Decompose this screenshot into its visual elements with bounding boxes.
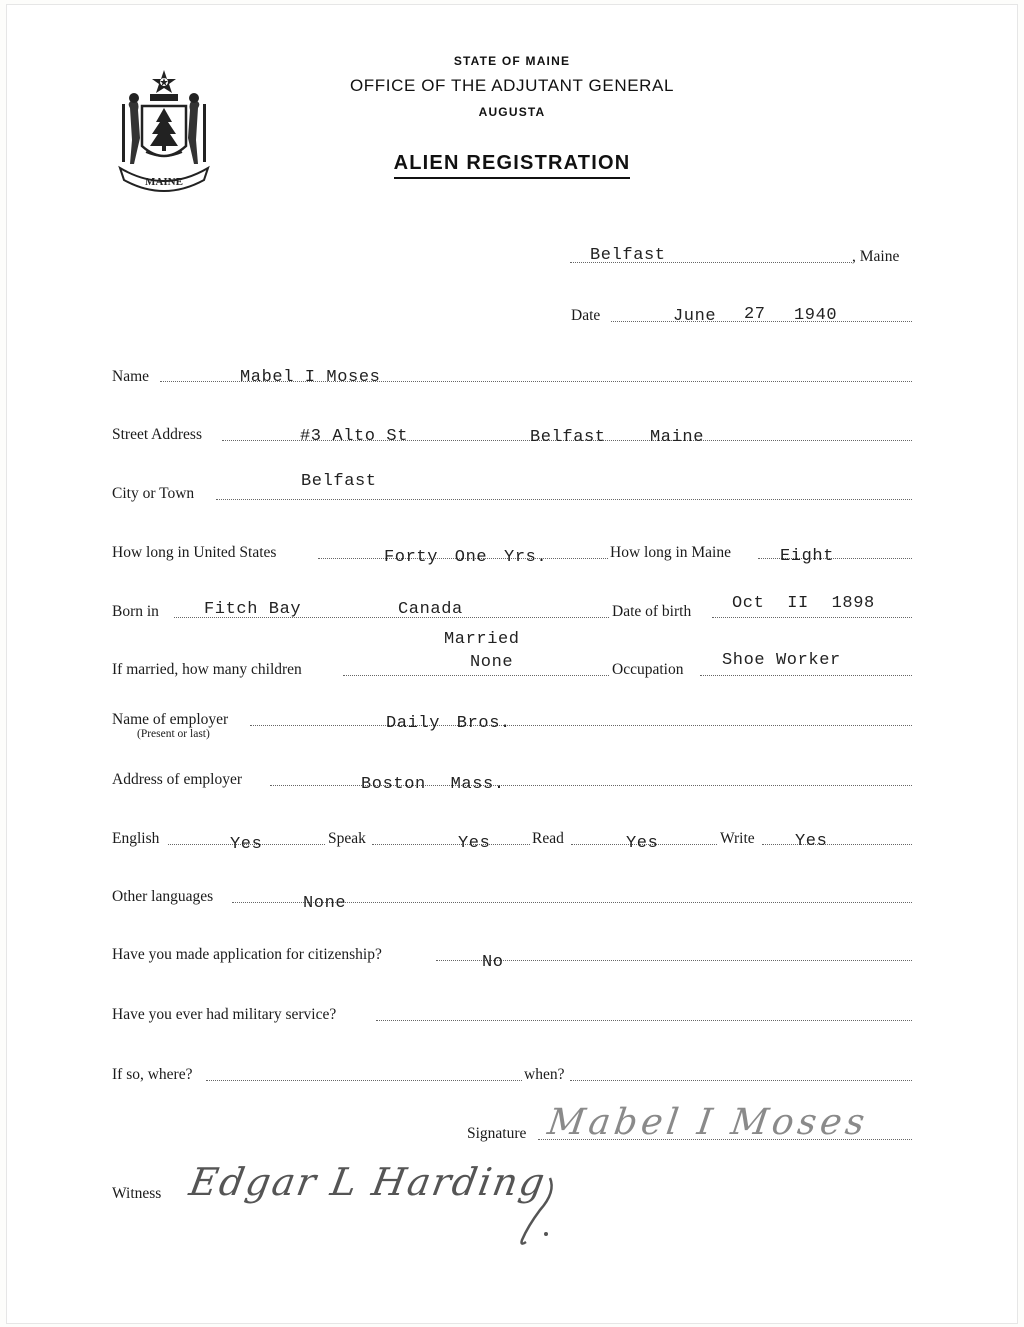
street-state: Maine [650, 428, 705, 447]
employer-sublabel: (Present or last) [137, 728, 210, 740]
how-long-maine-value: Eight [780, 547, 835, 566]
how-long-maine-label: How long in Maine [610, 544, 731, 561]
born-in-country: Canada [398, 600, 463, 619]
name-value: Mabel I Moses [240, 368, 381, 387]
witness-label: Witness [112, 1185, 162, 1202]
military-label: Have you ever had military service? [112, 1006, 337, 1023]
where-label: If so, where? [112, 1066, 193, 1083]
witness-signature: Edgar L Harding [186, 1160, 550, 1204]
street-label: Street Address [112, 426, 202, 443]
signature-value: Mabel I Moses [545, 1102, 871, 1143]
city-town-label: City or Town [112, 485, 195, 502]
date-year: 1940 [794, 306, 838, 325]
street-value: #3 Alto St [300, 427, 409, 446]
date-label: Date [571, 307, 601, 324]
signature-label: Signature [467, 1125, 527, 1142]
english-label: English [112, 830, 160, 847]
how-long-us-label: How long in United States [112, 544, 277, 561]
citizenship-label: Have you made application for citizenship? [112, 946, 382, 963]
children-value: None [470, 653, 514, 672]
place-value: Belfast [590, 246, 666, 265]
read-value: Yes [626, 834, 659, 853]
write-value: Yes [795, 832, 828, 851]
speak-label: Speak [328, 830, 366, 847]
form-title: ALIEN REGISTRATION [394, 152, 631, 179]
read-label: Read [532, 830, 564, 847]
employer-label: Name of employer [112, 711, 229, 728]
dob-value: Oct II 1898 [732, 594, 875, 613]
employer-value: Daily Bros. [386, 714, 511, 733]
how-long-us-value: Forty One Yrs. [384, 548, 548, 567]
date-day: 27 [744, 305, 766, 324]
marital-status-value: Married [444, 630, 520, 649]
when-label: when? [524, 1066, 565, 1083]
born-in-label: Born in [112, 603, 159, 620]
date-month: June [673, 307, 717, 326]
employer-address-value: Boston Mass. [361, 775, 505, 794]
city-heading: AUGUSTA [478, 105, 546, 119]
other-languages-label: Other languages [112, 888, 214, 905]
write-label: Write [720, 830, 755, 847]
dob-label: Date of birth [612, 603, 692, 620]
office-heading: OFFICE OF THE ADJUTANT GENERAL [349, 76, 675, 95]
place-suffix: , Maine [852, 248, 900, 265]
children-label: If married, how many children [112, 661, 302, 678]
citizenship-value: No [482, 953, 504, 972]
city-town-value: Belfast [301, 472, 377, 491]
name-label: Name [112, 368, 150, 385]
seal-lettering: MAINE [145, 176, 183, 188]
state-heading: STATE OF MAINE [453, 54, 571, 68]
occupation-value: Shoe Worker [722, 651, 841, 670]
speak-value: Yes [458, 834, 491, 853]
english-value: Yes [230, 835, 263, 854]
other-languages-value: None [303, 894, 347, 913]
employer-address-label: Address of employer [112, 771, 242, 788]
street-city: Belfast [530, 428, 606, 447]
occupation-label: Occupation [612, 661, 684, 678]
born-in-place: Fitch Bay [204, 600, 302, 619]
witness-signature-flourish [500, 1170, 570, 1250]
